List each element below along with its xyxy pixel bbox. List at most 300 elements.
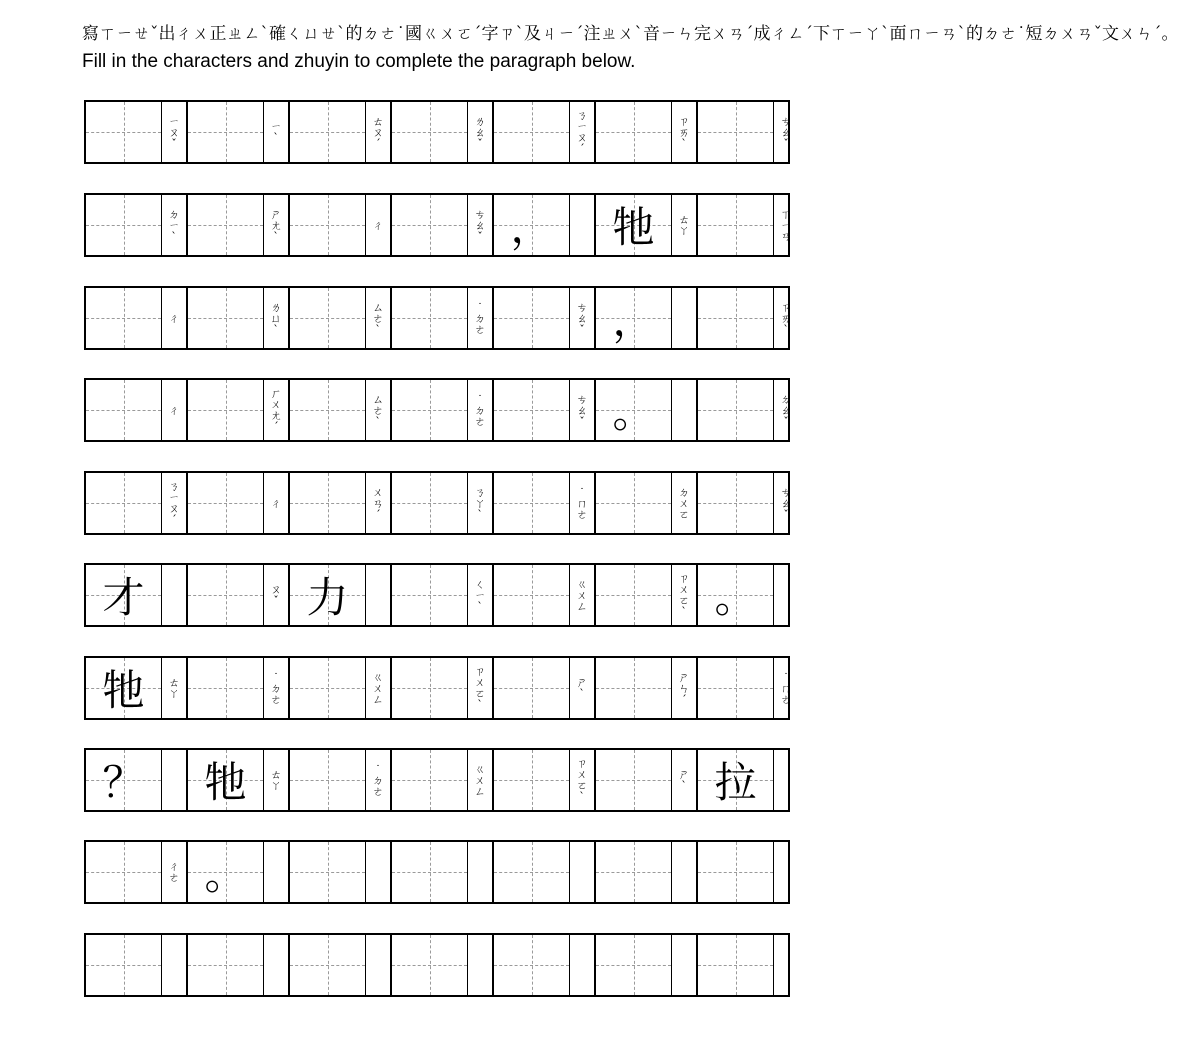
zhuyin-box[interactable]: [671, 935, 696, 995]
character-box[interactable]: [494, 473, 569, 533]
grid-cell: [390, 195, 492, 255]
character-text: [494, 565, 569, 625]
zhuyin-text: ㄙ ㄜ ˋ: [372, 392, 384, 428]
zhuyin-text: ㄉ ㄨ ㄛ: [678, 485, 690, 521]
zhuyin-box[interactable]: [263, 195, 288, 255]
grid-cell: [492, 380, 594, 440]
character-text: 。: [204, 850, 247, 899]
character-text: [86, 195, 161, 255]
character-box[interactable]: [698, 195, 773, 255]
character-box[interactable]: [494, 195, 569, 255]
character-box[interactable]: [188, 195, 263, 255]
character-box[interactable]: [596, 935, 671, 995]
character-box[interactable]: [596, 102, 671, 162]
zhuyin-box[interactable]: [365, 750, 390, 810]
grid-cell: [288, 750, 390, 810]
zhuyin-box[interactable]: [263, 842, 288, 902]
character-box[interactable]: [188, 658, 263, 718]
zhuyin-box[interactable]: [569, 195, 594, 255]
zhuyin-box[interactable]: [569, 473, 594, 533]
grid-cell: [288, 658, 390, 718]
character-box[interactable]: [290, 842, 365, 902]
zhuyin-box[interactable]: [773, 935, 798, 995]
character-box[interactable]: [392, 935, 467, 995]
zhuyin-box[interactable]: [161, 935, 186, 995]
zhuyin-box[interactable]: [569, 658, 594, 718]
character-text: [698, 935, 773, 995]
zhuyin-box[interactable]: [569, 565, 594, 625]
character-box[interactable]: [86, 195, 161, 255]
zhuyin-text: ㄔ ㄜ: [168, 860, 180, 884]
zhuyin-text: ㄔ: [270, 496, 282, 510]
grid-cell: [696, 658, 798, 718]
character-box[interactable]: [188, 473, 263, 533]
character-box[interactable]: [188, 288, 263, 348]
character-text: [698, 288, 773, 348]
zhuyin-box[interactable]: [365, 842, 390, 902]
zhuyin-box[interactable]: [569, 380, 594, 440]
grid-cell: [492, 750, 594, 810]
character-box[interactable]: [596, 195, 671, 255]
grid-cell: [696, 935, 798, 995]
character-text: [596, 842, 671, 902]
grid-cell: [594, 935, 696, 995]
character-text: [596, 473, 671, 533]
character-box[interactable]: [494, 288, 569, 348]
character-box[interactable]: [494, 102, 569, 162]
character-box[interactable]: [698, 565, 773, 625]
character-text: [392, 380, 467, 440]
zhuyin-text: ˙ ㄇ ㄜ: [576, 485, 588, 521]
grid-cell: [594, 195, 696, 255]
zhuyin-box[interactable]: [671, 658, 696, 718]
zhuyin-box[interactable]: [263, 102, 288, 162]
grid-cell: [86, 473, 186, 533]
character-box[interactable]: [392, 288, 467, 348]
zhuyin-box[interactable]: [467, 842, 492, 902]
grid-cell: [696, 750, 798, 810]
zhuyin-box[interactable]: [161, 473, 186, 533]
character-text: [188, 473, 263, 533]
grid-cell: [594, 288, 696, 348]
zhuyin-text: ㄊ ㄡ ˊ: [372, 114, 384, 150]
character-box[interactable]: [86, 380, 161, 440]
character-box[interactable]: [596, 658, 671, 718]
character-text: [188, 935, 263, 995]
character-box[interactable]: [392, 658, 467, 718]
character-text: 才: [102, 573, 145, 622]
grid-cell: [594, 842, 696, 902]
zhuyin-box[interactable]: [569, 102, 594, 162]
character-box[interactable]: [188, 102, 263, 162]
zhuyin-box[interactable]: [161, 750, 186, 810]
character-box[interactable]: [86, 658, 161, 718]
grid-cell: [390, 750, 492, 810]
grid-cell: [288, 380, 390, 440]
zhuyin-text: ㄍ ㄨ ㄥ: [474, 762, 486, 798]
character-box[interactable]: [392, 750, 467, 810]
character-box[interactable]: [392, 195, 467, 255]
zhuyin-box[interactable]: [161, 658, 186, 718]
character-text: [290, 288, 365, 348]
character-box[interactable]: [494, 935, 569, 995]
zhuyin-text: ˙ ㄉ ㄜ: [474, 300, 486, 336]
grid-row: [84, 100, 790, 164]
zhuyin-box[interactable]: [671, 565, 696, 625]
zhuyin-box[interactable]: [569, 842, 594, 902]
grid-cell: [86, 935, 186, 995]
zhuyin-text: ㄕ ˋ: [678, 768, 690, 792]
zhuyin-box[interactable]: [671, 380, 696, 440]
grid-cell: [390, 102, 492, 162]
character-box[interactable]: [596, 288, 671, 348]
zhuyin-text: ㄔ: [168, 403, 180, 417]
character-text: [392, 935, 467, 995]
character-text: [494, 750, 569, 810]
zhuyin-text: ㄌ ㄠ ˇ: [474, 114, 486, 150]
zhuyin-text: ㄧ ㄡ ˇ: [168, 114, 180, 150]
zhuyin-text: ㄗ ㄞ ˋ: [678, 114, 690, 150]
zhuyin-box[interactable]: [671, 288, 696, 348]
character-text: [392, 658, 467, 718]
character-text: [86, 842, 161, 902]
zhuyin-text: ㄋ ㄚ ˋ: [474, 485, 486, 521]
zhuyin-box[interactable]: [467, 935, 492, 995]
grid-cell: [186, 195, 288, 255]
grid-cell: [594, 750, 696, 810]
zhuyin-box[interactable]: [467, 288, 492, 348]
character-text: [392, 195, 467, 255]
zhuyin-text: ㄨ ㄢ ˊ: [372, 485, 384, 521]
character-box[interactable]: [86, 565, 161, 625]
instruction-english: Fill in the characters and zhuyin to complete the paragraph below.: [82, 51, 636, 72]
zhuyin-text: ˙ ㄉ ㄜ: [270, 670, 282, 706]
grid-cell: [492, 473, 594, 533]
grid-cell: [288, 288, 390, 348]
character-box[interactable]: [494, 842, 569, 902]
character-text: [290, 935, 365, 995]
zhuyin-text: ㄋ ㄧ ㄡ ˊ: [168, 480, 180, 526]
zhuyin-box[interactable]: [263, 380, 288, 440]
character-box[interactable]: [596, 473, 671, 533]
zhuyin-text: ㄗ ㄨ ㄛ ˋ: [576, 757, 588, 803]
grid-cell: [492, 658, 594, 718]
zhuyin-box[interactable]: [773, 842, 798, 902]
character-text: [596, 102, 671, 162]
zhuyin-text: ㄌ ㄩ ˋ: [270, 300, 282, 336]
character-box[interactable]: [596, 750, 671, 810]
character-text: ，: [612, 296, 655, 345]
character-text: [494, 842, 569, 902]
character-box[interactable]: [86, 842, 161, 902]
zhuyin-box[interactable]: [365, 658, 390, 718]
zhuyin-text: ㄗ ㄨ ㄛ ˋ: [678, 572, 690, 618]
zhuyin-box[interactable]: [263, 565, 288, 625]
character-box[interactable]: [392, 842, 467, 902]
character-text: [188, 658, 263, 718]
zhuyin-box[interactable]: [161, 565, 186, 625]
character-box[interactable]: [392, 565, 467, 625]
character-text: [188, 565, 263, 625]
grid-cell: [390, 380, 492, 440]
character-text: [698, 842, 773, 902]
character-text: [596, 935, 671, 995]
grid-cell: [696, 473, 798, 533]
grid-cell: [288, 473, 390, 533]
grid-row: [84, 933, 790, 997]
grid-cell: [492, 935, 594, 995]
instructions: [82, 22, 1179, 74]
character-box[interactable]: [290, 380, 365, 440]
grid-row: [84, 840, 790, 904]
zhuyin-text: ˙ ㄉ ㄜ: [372, 762, 384, 798]
character-text: [188, 288, 263, 348]
grid-cell: [86, 658, 186, 718]
character-box[interactable]: [698, 102, 773, 162]
character-box[interactable]: [596, 380, 671, 440]
grid-cell: [696, 288, 798, 348]
grid-cell: [696, 565, 798, 625]
zhuyin-box[interactable]: [773, 288, 798, 348]
zhuyin-text: ㄧ ˋ: [270, 120, 282, 144]
zhuyin-box[interactable]: [365, 473, 390, 533]
character-text: 力: [306, 573, 349, 622]
character-box[interactable]: [290, 473, 365, 533]
grid-cell: [288, 195, 390, 255]
character-box[interactable]: [290, 565, 365, 625]
zhuyin-text: ㄘ ㄠ ˇ: [780, 485, 792, 521]
zhuyin-box[interactable]: [161, 102, 186, 162]
grid-cell: [86, 380, 186, 440]
zhuyin-box[interactable]: [773, 473, 798, 533]
character-text: 牠: [102, 666, 145, 715]
character-box[interactable]: [86, 935, 161, 995]
zhuyin-box[interactable]: [161, 288, 186, 348]
grid-cell: [696, 380, 798, 440]
character-box[interactable]: [290, 750, 365, 810]
zhuyin-text: ㄗ ㄞ ˋ: [780, 300, 792, 336]
grid-cell: [186, 658, 288, 718]
zhuyin-box[interactable]: [569, 750, 594, 810]
zhuyin-box[interactable]: [671, 842, 696, 902]
zhuyin-text: ㄏ ㄨ ㄤ ˊ: [270, 387, 282, 433]
character-box[interactable]: [698, 750, 773, 810]
character-box[interactable]: [188, 935, 263, 995]
zhuyin-box[interactable]: [773, 658, 798, 718]
grid-cell: [288, 102, 390, 162]
grid-cell: [186, 380, 288, 440]
zhuyin-box[interactable]: [467, 102, 492, 162]
grid-cell: [492, 102, 594, 162]
grid-cell: [186, 102, 288, 162]
grid-row: [84, 286, 790, 350]
character-box[interactable]: [86, 473, 161, 533]
zhuyin-text: ㄙ ㄜ ˋ: [372, 300, 384, 336]
zhuyin-box[interactable]: [263, 750, 288, 810]
zhuyin-box[interactable]: [263, 658, 288, 718]
zhuyin-box[interactable]: [467, 565, 492, 625]
character-text: [494, 658, 569, 718]
zhuyin-box[interactable]: [365, 288, 390, 348]
character-box[interactable]: [86, 288, 161, 348]
character-text: [290, 750, 365, 810]
zhuyin-text: ㄉ ㄧ ˋ: [168, 207, 180, 243]
zhuyin-text: ㄘ ㄠ ˇ: [576, 300, 588, 336]
zhuyin-text: ㄕ ㄣ ˊ: [678, 670, 690, 706]
grid-cell: [288, 935, 390, 995]
zhuyin-text: ㄍ ㄨ ㄥ: [372, 670, 384, 706]
zhuyin-text: ㄔ: [372, 218, 384, 232]
zhuyin-box[interactable]: [467, 380, 492, 440]
character-box[interactable]: [290, 288, 365, 348]
character-text: ？: [102, 758, 145, 807]
grid-cell: [594, 380, 696, 440]
character-box[interactable]: [698, 473, 773, 533]
zhuyin-box[interactable]: [263, 935, 288, 995]
character-box[interactable]: [188, 565, 263, 625]
grid-row: [84, 378, 790, 442]
character-text: [698, 380, 773, 440]
zhuyin-box[interactable]: [773, 750, 798, 810]
character-box[interactable]: [698, 935, 773, 995]
grid-cell: [186, 935, 288, 995]
character-text: [698, 658, 773, 718]
zhuyin-box[interactable]: [569, 288, 594, 348]
character-box[interactable]: [698, 288, 773, 348]
zhuyin-box[interactable]: [569, 935, 594, 995]
zhuyin-text: ㄊ ㄚ: [168, 676, 180, 700]
zhuyin-box[interactable]: [365, 102, 390, 162]
character-box[interactable]: [494, 658, 569, 718]
character-box[interactable]: [596, 842, 671, 902]
zhuyin-box[interactable]: [773, 195, 798, 255]
grid-cell: [696, 195, 798, 255]
grid-cell: [594, 565, 696, 625]
zhuyin-text: ㄍ ㄨ ㄥ: [576, 577, 588, 613]
character-text: [392, 102, 467, 162]
character-text: [188, 380, 263, 440]
zhuyin-box[interactable]: [773, 380, 798, 440]
zhuyin-box[interactable]: [161, 195, 186, 255]
grid-cell: [390, 473, 492, 533]
character-box[interactable]: [494, 380, 569, 440]
character-text: [596, 658, 671, 718]
zhuyin-box[interactable]: [671, 473, 696, 533]
zhuyin-box[interactable]: [671, 750, 696, 810]
character-text: [494, 473, 569, 533]
zhuyin-box[interactable]: [365, 380, 390, 440]
character-text: [86, 380, 161, 440]
character-box[interactable]: [188, 380, 263, 440]
character-box[interactable]: [698, 842, 773, 902]
character-box[interactable]: [290, 195, 365, 255]
character-text: [188, 102, 263, 162]
character-text: [698, 195, 773, 255]
character-box[interactable]: [290, 935, 365, 995]
zhuyin-box[interactable]: [365, 195, 390, 255]
zhuyin-box[interactable]: [263, 288, 288, 348]
zhuyin-box[interactable]: [773, 102, 798, 162]
grid-cell: [86, 288, 186, 348]
character-text: [494, 288, 569, 348]
zhuyin-box[interactable]: [365, 935, 390, 995]
zhuyin-box[interactable]: [365, 565, 390, 625]
grid-row: [84, 656, 790, 720]
grid-cell: [492, 565, 594, 625]
instruction-chinese: 寫ㄒㄧㄝˇ出ㄔㄨ正ㄓㄥˋ確ㄑㄩㄝˋ的ㄉㄜ˙國ㄍㄨㄛˊ字ㄗˋ及ㄐㄧˊ注ㄓㄨˋ音ㄧㄣ完ㄨㄢˊ成ㄔㄥˊ下ㄒㄧㄚˋ面ㄇㄧㄢˋ的ㄉㄜ˙短ㄉㄨㄢˇ文ㄨㄣˊ。: [82, 24, 1179, 44]
character-box[interactable]: [188, 842, 263, 902]
zhuyin-text: ㄉ ㄠ ˇ: [780, 392, 792, 428]
grid-cell: [86, 750, 186, 810]
zhuyin-box[interactable]: [467, 658, 492, 718]
character-text: [290, 658, 365, 718]
character-box[interactable]: [392, 380, 467, 440]
character-box[interactable]: [494, 565, 569, 625]
grid-cell: [186, 842, 288, 902]
grid-cell: [86, 195, 186, 255]
character-text: [494, 380, 569, 440]
character-text: [392, 750, 467, 810]
zhuyin-text: ㄘ ㄠ ˇ: [576, 392, 588, 428]
character-text: [86, 102, 161, 162]
zhuyin-box[interactable]: [161, 380, 186, 440]
character-box[interactable]: [596, 565, 671, 625]
character-box[interactable]: [290, 658, 365, 718]
zhuyin-box[interactable]: [263, 473, 288, 533]
grid-cell: [696, 102, 798, 162]
zhuyin-text: ㄊ ㄚ: [678, 213, 690, 237]
zhuyin-text: ˙ ㄇ ㄜ: [780, 670, 792, 706]
character-box[interactable]: [290, 102, 365, 162]
grid-cell: [186, 750, 288, 810]
grid-cell: [390, 658, 492, 718]
character-box[interactable]: [392, 102, 467, 162]
zhuyin-box[interactable]: [467, 750, 492, 810]
zhuyin-text: ㄒ ㄧ ㄢ: [780, 207, 792, 243]
character-box[interactable]: [86, 750, 161, 810]
grid-cell: [492, 288, 594, 348]
character-text: [698, 102, 773, 162]
character-text: [290, 102, 365, 162]
zhuyin-box[interactable]: [467, 195, 492, 255]
character-text: [494, 935, 569, 995]
grid-cell: [390, 935, 492, 995]
zhuyin-box[interactable]: [773, 565, 798, 625]
grid-cell: [288, 565, 390, 625]
zhuyin-text: ˙ ㄉ ㄜ: [474, 392, 486, 428]
grid-row: [84, 748, 790, 812]
grid-cell: [186, 288, 288, 348]
character-box[interactable]: [698, 658, 773, 718]
zhuyin-box[interactable]: [671, 195, 696, 255]
character-box[interactable]: [188, 750, 263, 810]
character-text: [290, 842, 365, 902]
zhuyin-box[interactable]: [467, 473, 492, 533]
grid-cell: [594, 473, 696, 533]
grid-cell: [86, 102, 186, 162]
character-text: [698, 473, 773, 533]
character-box[interactable]: [392, 473, 467, 533]
zhuyin-box[interactable]: [161, 842, 186, 902]
character-box[interactable]: [86, 102, 161, 162]
character-box[interactable]: [494, 750, 569, 810]
zhuyin-text: ㄑ ㄧ ˋ: [474, 577, 486, 613]
zhuyin-box[interactable]: [671, 102, 696, 162]
character-text: ，: [510, 203, 553, 252]
zhuyin-text: ㄡ ˇ: [270, 583, 282, 607]
character-text: [392, 565, 467, 625]
character-box[interactable]: [698, 380, 773, 440]
